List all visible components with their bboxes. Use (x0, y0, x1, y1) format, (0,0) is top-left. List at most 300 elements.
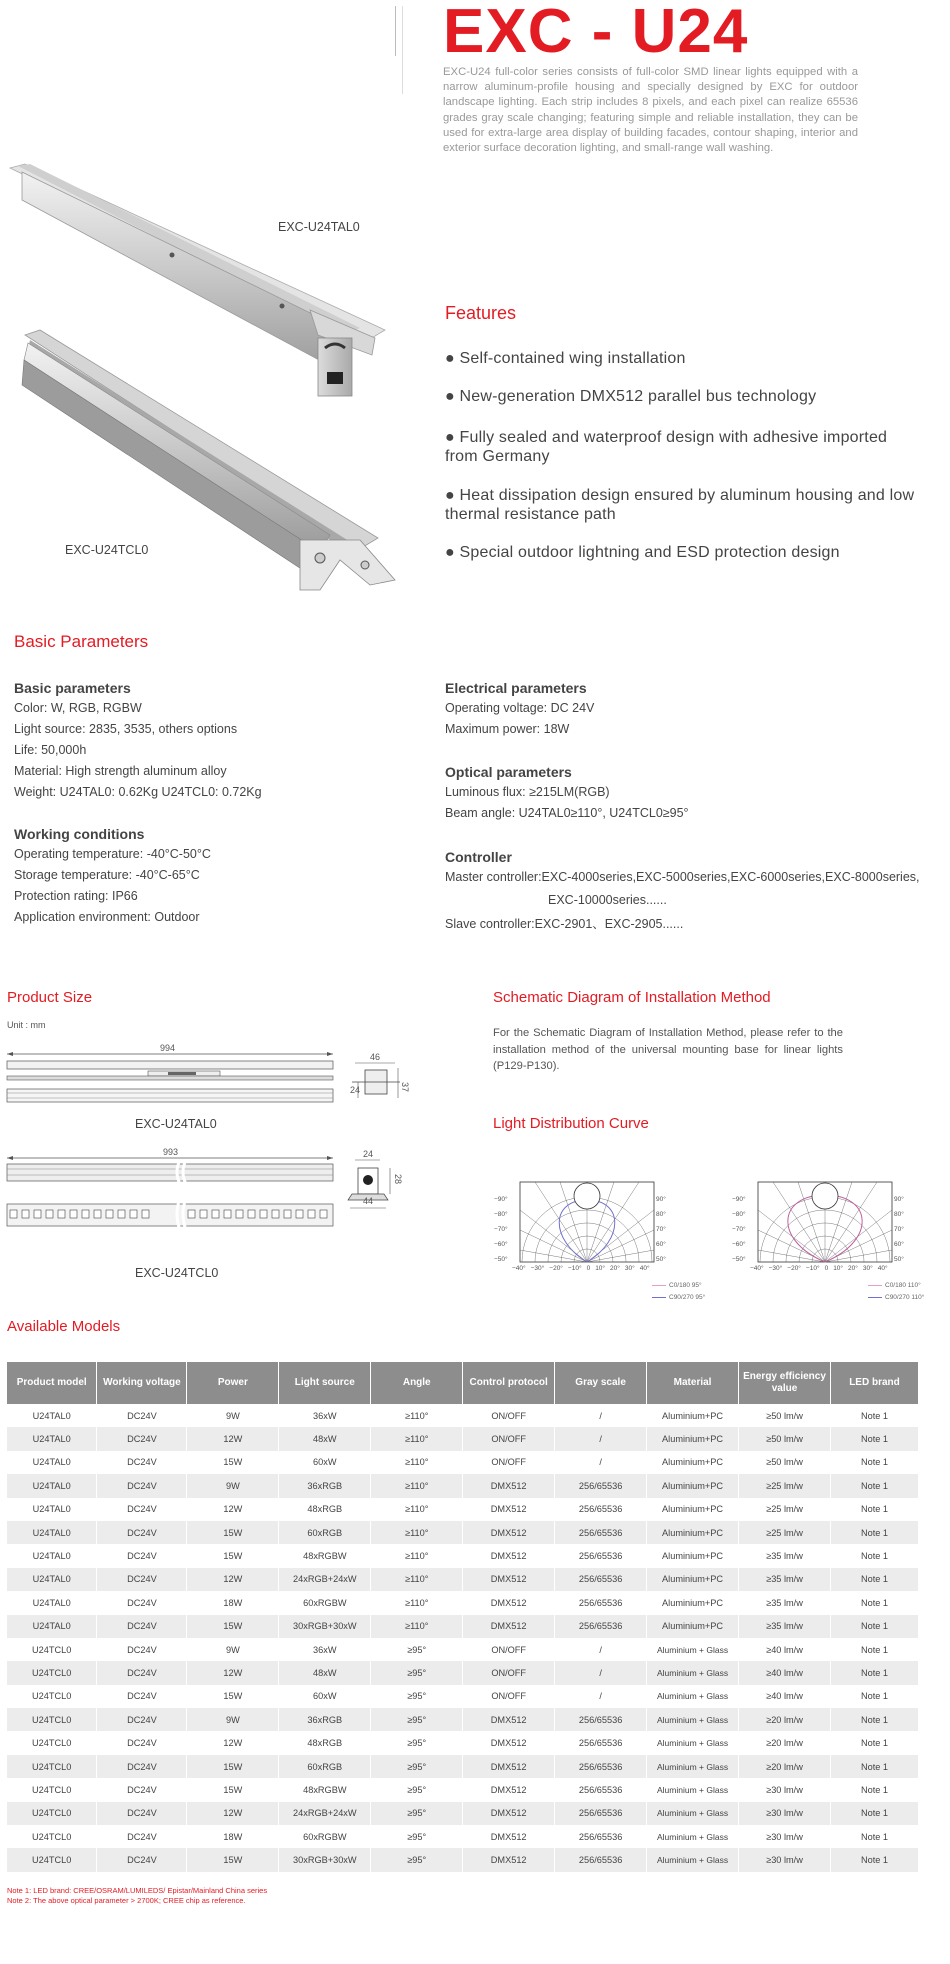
angle-label: 50° (894, 1256, 904, 1263)
table-cell: Aluminium + Glass (647, 1708, 739, 1731)
table-cell: 9W (187, 1404, 279, 1427)
table-cell: 15W (187, 1451, 279, 1474)
table-cell: U24TCL0 (7, 1825, 97, 1848)
param-line: Material: High strength aluminum alloy (14, 764, 227, 778)
table-cell: DC24V (97, 1615, 187, 1638)
col-header: Gray scale (555, 1362, 647, 1404)
table-cell: DMX512 (463, 1615, 555, 1638)
legend-label: C90/270 95° (669, 1294, 706, 1301)
table-cell: / (555, 1685, 647, 1708)
angle-label: −60° (732, 1241, 746, 1248)
light-curve-title: Light Distribution Curve (493, 1115, 649, 1132)
table-row (7, 1498, 919, 1521)
angle-label: −90° (732, 1196, 746, 1203)
table-cell: DMX512 (463, 1848, 555, 1871)
table-cell: DC24V (97, 1731, 187, 1754)
table-row (7, 1521, 919, 1544)
table-cell: 30xRGB+30xW (279, 1615, 371, 1638)
table-cell: Note 1 (830, 1404, 918, 1427)
table-cell: Note 1 (830, 1544, 918, 1567)
table-cell: Aluminium + Glass (647, 1685, 739, 1708)
table-cell: 15W (187, 1755, 279, 1778)
table-cell: 48xRGB (279, 1731, 371, 1754)
table-cell: ≥25 lm/w (739, 1498, 831, 1521)
dim-tcl-width-bottom: 44 (363, 1196, 374, 1206)
table-cell: ON/OFF (463, 1661, 555, 1684)
col-header: Product model (7, 1362, 97, 1404)
product-size-title: Product Size (7, 989, 93, 1006)
table-cell: ≥35 lm/w (739, 1568, 831, 1591)
page-title: EXC - U24 (443, 0, 749, 66)
col-header: Power (187, 1362, 279, 1404)
table-cell: Note 1 (830, 1498, 918, 1521)
table-cell: ≥110° (371, 1474, 463, 1497)
table-cell: 12W (187, 1661, 279, 1684)
legend-chart-95 (652, 1280, 705, 1304)
table-cell: ON/OFF (463, 1638, 555, 1661)
table-cell: 9W (187, 1638, 279, 1661)
table-cell: ≥50 lm/w (739, 1427, 831, 1450)
table-cell: DMX512 (463, 1708, 555, 1731)
tick-label: −40° (750, 1265, 764, 1272)
tick-label: 20° (610, 1265, 620, 1272)
optical-parameters-heading: Optical parameters (445, 764, 572, 780)
table-cell: U24TAL0 (7, 1474, 97, 1497)
table-cell: DMX512 (463, 1731, 555, 1754)
table-row (7, 1802, 919, 1825)
table-cell: ON/OFF (463, 1427, 555, 1450)
tick-label: 10° (833, 1265, 844, 1272)
table-cell: Note 1 (830, 1848, 918, 1871)
table-row (7, 1568, 919, 1591)
angle-label: 90° (894, 1196, 904, 1203)
table-cell: Note 1 (830, 1451, 918, 1474)
table-cell: 256/65536 (555, 1591, 647, 1614)
table-cell: ≥95° (371, 1638, 463, 1661)
light-distribution-charts (490, 1170, 940, 1290)
table-cell: Aluminium+PC (647, 1474, 739, 1497)
table-cell: Note 1 (830, 1685, 918, 1708)
tick-label: 0 (824, 1265, 829, 1272)
param-line: Beam angle: U24TAL0≥110°, U24TCL0≥95° (445, 806, 689, 820)
header-divider-light (402, 6, 403, 94)
table-cell: U24TAL0 (7, 1498, 97, 1521)
table-cell: Note 1 (830, 1638, 918, 1661)
table-cell: Aluminium + Glass (647, 1731, 739, 1754)
table-row (7, 1474, 919, 1497)
table-cell: 15W (187, 1615, 279, 1638)
param-line: Operating voltage: DC 24V (445, 701, 595, 715)
table-cell: DMX512 (463, 1544, 555, 1567)
table-cell: ≥30 lm/w (739, 1802, 831, 1825)
note-2: Note 2: The above optical parameter > 2700K; CREE chip as reference. (7, 1896, 246, 1905)
table-cell: Aluminium + Glass (647, 1778, 739, 1801)
controller-heading: Controller (445, 849, 512, 865)
intro-paragraph: EXC-U24 full-color series consists of full-color SMD linear lights equipped with a narrow aluminum-profile housing and specially designed by EXC for outdoor landscape lighting. Each strip includes 8 pixels, and each pixel can realize 65536 grades gray scale changing; featuring simple and reliable installation, they can be used for extra-large area display of building facades, contour shaping, interior and exterior surface decoration lighting, and small-range wall washing. (443, 66, 858, 155)
angle-label: −60° (494, 1241, 508, 1248)
legend-swatch-c90 (652, 1297, 666, 1298)
table-cell: Aluminium+PC (647, 1427, 739, 1450)
table-cell: Aluminium+PC (647, 1544, 739, 1567)
col-header: Control protocol (463, 1362, 555, 1404)
table-cell: DC24V (97, 1498, 187, 1521)
legend-label: C90/270 110° (885, 1294, 925, 1301)
angle-label: 80° (656, 1211, 666, 1218)
optical-parameters-list (445, 782, 689, 824)
table-cell: DMX512 (463, 1498, 555, 1521)
feature-item: ● Special outdoor lightning and ESD protection design (445, 544, 840, 561)
basic-parameters-heading: Basic parameters (14, 680, 131, 696)
polar-b-left-labels (732, 1192, 746, 1267)
table-cell: U24TCL0 (7, 1661, 97, 1684)
table-cell: 15W (187, 1848, 279, 1871)
legend-swatch-c90 (868, 1297, 882, 1298)
feature-item: ● Heat dissipation design ensured by aluminum housing and low thermal resistance path (445, 487, 915, 523)
angle-label: 70° (656, 1226, 666, 1233)
header-divider (395, 6, 396, 56)
table-cell: U24TCL0 (7, 1755, 97, 1778)
table-cell: 12W (187, 1802, 279, 1825)
table-cell: 15W (187, 1521, 279, 1544)
param-line: Light source: 2835, 3535, others options (14, 722, 238, 736)
table-row (7, 1661, 919, 1684)
table-cell: DC24V (97, 1474, 187, 1497)
polar-a-left-labels (494, 1192, 508, 1267)
table-cell: U24TAL0 (7, 1544, 97, 1567)
polar-a-bottom-ticks (512, 1265, 650, 1272)
table-cell: DMX512 (463, 1591, 555, 1614)
table-cell: Aluminium+PC (647, 1404, 739, 1427)
table-cell: Note 1 (830, 1731, 918, 1754)
table-row (7, 1427, 919, 1450)
table-cell: U24TCL0 (7, 1731, 97, 1754)
table-cell: ≥30 lm/w (739, 1778, 831, 1801)
table-cell: 30xRGB+30xW (279, 1848, 371, 1871)
table-cell: DC24V (97, 1427, 187, 1450)
angle-label: −50° (732, 1256, 746, 1263)
controller-slave: Slave controller:EXC-2901、EXC-2905...... (445, 917, 684, 931)
table-cell: ≥40 lm/w (739, 1661, 831, 1684)
param-line: Luminous flux: ≥215LM(RGB) (445, 785, 610, 799)
table-cell: DC24V (97, 1568, 187, 1591)
table-cell: 256/65536 (555, 1731, 647, 1754)
polar-b-bottom-ticks (750, 1265, 888, 1272)
table-cell: ≥30 lm/w (739, 1825, 831, 1848)
table-cell: ≥20 lm/w (739, 1731, 831, 1754)
table-cell: ≥30 lm/w (739, 1848, 831, 1871)
tick-label: −40° (512, 1265, 526, 1272)
table-cell: U24TAL0 (7, 1615, 97, 1638)
table-cell: U24TCL0 (7, 1708, 97, 1731)
table-header-row (7, 1362, 919, 1404)
feature-item: ● New-generation DMX512 parallel bus technology (445, 388, 817, 405)
tick-label: −30° (530, 1265, 545, 1272)
table-cell: DMX512 (463, 1802, 555, 1825)
table-cell: ≥40 lm/w (739, 1638, 831, 1661)
angle-label: 60° (656, 1241, 666, 1248)
table-cell: Aluminium + Glass (647, 1638, 739, 1661)
tick-label: 30° (624, 1265, 635, 1272)
features-title: Features (445, 303, 517, 323)
table-cell: 12W (187, 1731, 279, 1754)
table-cell: U24TAL0 (7, 1521, 97, 1544)
table-cell: ≥110° (371, 1615, 463, 1638)
dim-tcl-length: 993 (163, 1147, 179, 1157)
table-cell: Aluminium + Glass (647, 1755, 739, 1778)
table-cell: ≥50 lm/w (739, 1404, 831, 1427)
table-cell: DC24V (97, 1802, 187, 1825)
note-1: Note 1: LED brand: CREE/OSRAM/LUMILEDS/ Epistar/Mainland China series (7, 1886, 268, 1895)
feature-item: ● Fully sealed and waterproof design with adhesive imported from Germany (445, 429, 888, 465)
col-header: LED brand (830, 1362, 918, 1404)
table-row (7, 1615, 919, 1638)
dim-tal-height1: 24 (350, 1085, 361, 1095)
table-cell: DMX512 (463, 1521, 555, 1544)
table-cell: ≥50 lm/w (739, 1451, 831, 1474)
angle-label: 70° (894, 1226, 904, 1233)
table-cell: 36xRGB (279, 1708, 371, 1731)
param-line: Weight: U24TAL0: 0.62Kg U24TCL0: 0.72Kg (14, 785, 262, 799)
tick-label: 40° (877, 1265, 888, 1272)
table-cell: U24TCL0 (7, 1778, 97, 1801)
tick-label: −20° (549, 1265, 563, 1272)
table-cell: DC24V (97, 1778, 187, 1801)
table-cell: 60xW (279, 1451, 371, 1474)
table-cell: Aluminium+PC (647, 1591, 739, 1614)
table-cell: 256/65536 (555, 1615, 647, 1638)
table-cell: ≥25 lm/w (739, 1474, 831, 1497)
table-cell: 60xW (279, 1685, 371, 1708)
param-line: Maximum power: 18W (445, 722, 570, 736)
table-cell: U24TCL0 (7, 1638, 97, 1661)
table-cell: ≥95° (371, 1848, 463, 1871)
tick-label: −30° (768, 1265, 783, 1272)
table-cell: ≥110° (371, 1568, 463, 1591)
table-cell: / (555, 1427, 647, 1450)
table-row (7, 1638, 919, 1661)
table-cell: Aluminium+PC (647, 1521, 739, 1544)
table-cell: ON/OFF (463, 1451, 555, 1474)
table-cell: ≥95° (371, 1825, 463, 1848)
col-header: Material (647, 1362, 739, 1404)
table-cell: U24TCL0 (7, 1848, 97, 1871)
angle-label: 50° (656, 1256, 666, 1263)
unit-label: Unit : mm (7, 1020, 46, 1030)
angle-label: −80° (494, 1211, 508, 1218)
table-cell: ≥35 lm/w (739, 1544, 831, 1567)
legend-swatch-c0 (868, 1285, 882, 1286)
table-cell: DC24V (97, 1591, 187, 1614)
table-cell: ≥40 lm/w (739, 1685, 831, 1708)
table-cell: Note 1 (830, 1778, 918, 1801)
dim-tal-length: 994 (160, 1043, 176, 1053)
table-cell: Aluminium+PC (647, 1568, 739, 1591)
angle-label: 90° (656, 1196, 666, 1203)
param-line: Life: 50,000h (14, 743, 87, 757)
table-cell: 15W (187, 1778, 279, 1801)
table-cell: Aluminium+PC (647, 1498, 739, 1521)
table-cell: U24TAL0 (7, 1451, 97, 1474)
table-cell: 12W (187, 1427, 279, 1450)
table-cell: Aluminium + Glass (647, 1802, 739, 1825)
table-cell: 15W (187, 1685, 279, 1708)
table-cell: DC24V (97, 1638, 187, 1661)
table-cell: 9W (187, 1474, 279, 1497)
table-cell: ≥95° (371, 1778, 463, 1801)
table-cell: U24TCL0 (7, 1802, 97, 1825)
controller-master: Master controller:EXC-4000series,EXC-5000series,EXC-6000series,EXC-8000series, (445, 870, 920, 884)
table-cell: DMX512 (463, 1825, 555, 1848)
table-cell: 48xW (279, 1661, 371, 1684)
table-row (7, 1731, 919, 1754)
installation-text: For the Schematic Diagram of Installation Method, please refer to the installation method of the universal mounting base for linear lights (P129-P130). (493, 1027, 843, 1072)
angle-label: 60° (894, 1241, 904, 1248)
table-cell: 256/65536 (555, 1544, 647, 1567)
installation-title: Schematic Diagram of Installation Method (493, 989, 771, 1006)
table-cell: Note 1 (830, 1568, 918, 1591)
table-row (7, 1685, 919, 1708)
table-cell: ON/OFF (463, 1404, 555, 1427)
dim-tcl-width-top: 24 (363, 1149, 374, 1159)
table-cell: Note 1 (830, 1755, 918, 1778)
fixture-label-tal0: EXC-U24TAL0 (278, 220, 360, 234)
table-cell: Aluminium + Glass (647, 1661, 739, 1684)
basic-parameters-list (14, 698, 262, 803)
table-cell: ≥95° (371, 1708, 463, 1731)
tick-label: 10° (595, 1265, 606, 1272)
table-cell: 256/65536 (555, 1568, 647, 1591)
table-cell: U24TAL0 (7, 1591, 97, 1614)
tick-label: −10° (567, 1265, 582, 1272)
table-cell: / (555, 1638, 647, 1661)
table-cell: DMX512 (463, 1474, 555, 1497)
table-cell: ≥110° (371, 1544, 463, 1567)
table-cell: 256/65536 (555, 1498, 647, 1521)
param-line: Protection rating: IP66 (14, 889, 138, 903)
table-cell: U24TCL0 (7, 1685, 97, 1708)
table-cell: DC24V (97, 1755, 187, 1778)
legend-label: C0/180 110° (885, 1282, 921, 1289)
col-header: Energy efficiency value (739, 1362, 831, 1404)
param-line: Storage temperature: -40°C-65°C (14, 868, 200, 882)
tick-label: −10° (805, 1265, 820, 1272)
table-cell: Note 1 (830, 1427, 918, 1450)
table-cell: 60xRGB (279, 1755, 371, 1778)
table-row (7, 1591, 919, 1614)
table-cell: ≥110° (371, 1427, 463, 1450)
controller-master-cont: EXC-10000series...... (548, 893, 667, 907)
table-cell: 256/65536 (555, 1848, 647, 1871)
table-cell: Note 1 (830, 1708, 918, 1731)
table-cell: ≥95° (371, 1802, 463, 1825)
legend-swatch-c0 (652, 1285, 666, 1286)
polar-chart-95 (520, 1182, 654, 1262)
col-header: Light source (279, 1362, 371, 1404)
table-cell: DC24V (97, 1404, 187, 1427)
table-cell: 36xRGB (279, 1474, 371, 1497)
dim-tal-height2: 37 (400, 1081, 411, 1093)
table-cell: 24xRGB+24xW (279, 1802, 371, 1825)
angle-label: 80° (894, 1211, 904, 1218)
table-cell: ≥35 lm/w (739, 1615, 831, 1638)
table-row (7, 1778, 919, 1801)
table-cell: Aluminium + Glass (647, 1848, 739, 1871)
table-cell: DMX512 (463, 1568, 555, 1591)
table-cell: 256/65536 (555, 1778, 647, 1801)
table-cell: ON/OFF (463, 1685, 555, 1708)
table-cell: Note 1 (830, 1661, 918, 1684)
table-cell: ≥35 lm/w (739, 1591, 831, 1614)
polar-a-right-labels (656, 1192, 666, 1267)
table-cell: 36xW (279, 1638, 371, 1661)
table-cell: ≥110° (371, 1498, 463, 1521)
table-cell: / (555, 1451, 647, 1474)
table-cell: Note 1 (830, 1825, 918, 1848)
table-cell: 18W (187, 1591, 279, 1614)
col-header: Working voltage (97, 1362, 187, 1404)
table-cell: U24TAL0 (7, 1568, 97, 1591)
table-cell: ≥95° (371, 1661, 463, 1684)
table-cell: / (555, 1661, 647, 1684)
models-table-body (7, 1404, 919, 1872)
table-cell: 48xW (279, 1427, 371, 1450)
angle-label: −70° (732, 1226, 746, 1233)
electrical-parameters-heading: Electrical parameters (445, 680, 587, 696)
table-cell: 256/65536 (555, 1474, 647, 1497)
polar-b-right-labels (894, 1192, 904, 1267)
angle-label: −50° (494, 1256, 508, 1263)
electrical-parameters-list (445, 698, 594, 740)
table-cell: 60xRGBW (279, 1591, 371, 1614)
table-cell: DC24V (97, 1521, 187, 1544)
feature-item: ● Self-contained wing installation (445, 350, 686, 367)
tick-label: 30° (862, 1265, 873, 1272)
angle-label: −80° (732, 1211, 746, 1218)
table-cell: ≥110° (371, 1591, 463, 1614)
table-cell: ≥20 lm/w (739, 1708, 831, 1731)
angle-label: −90° (494, 1196, 508, 1203)
table-cell: U24TAL0 (7, 1427, 97, 1450)
size-label-tcl0: EXC-U24TCL0 (135, 1266, 219, 1280)
table-cell: DC24V (97, 1544, 187, 1567)
table-cell: 9W (187, 1708, 279, 1731)
dim-tcl-height: 28 (393, 1173, 404, 1185)
table-row (7, 1451, 919, 1474)
table-cell: 12W (187, 1498, 279, 1521)
tick-label: 20° (848, 1265, 858, 1272)
table-cell: U24TAL0 (7, 1404, 97, 1427)
models-table (7, 1362, 919, 1872)
table-cell: ≥95° (371, 1731, 463, 1754)
fixture-label-tcl0: EXC-U24TCL0 (65, 543, 149, 557)
table-cell: 48xRGB (279, 1498, 371, 1521)
legend-label: C0/180 95° (669, 1282, 702, 1289)
table-cell: DMX512 (463, 1778, 555, 1801)
table-cell: DC24V (97, 1451, 187, 1474)
table-cell: 48xRGBW (279, 1778, 371, 1801)
table-cell: Note 1 (830, 1615, 918, 1638)
table-cell: 18W (187, 1825, 279, 1848)
available-models-title: Available Models (7, 1318, 121, 1335)
dim-tal-width: 46 (370, 1052, 381, 1062)
param-line: Color: W, RGB, RGBW (14, 701, 142, 715)
table-cell: 60xRGBW (279, 1825, 371, 1848)
table-cell: / (555, 1404, 647, 1427)
table-cell: Note 1 (830, 1802, 918, 1825)
table-row (7, 1708, 919, 1731)
table-cell: 256/65536 (555, 1708, 647, 1731)
working-conditions-list (14, 844, 211, 928)
